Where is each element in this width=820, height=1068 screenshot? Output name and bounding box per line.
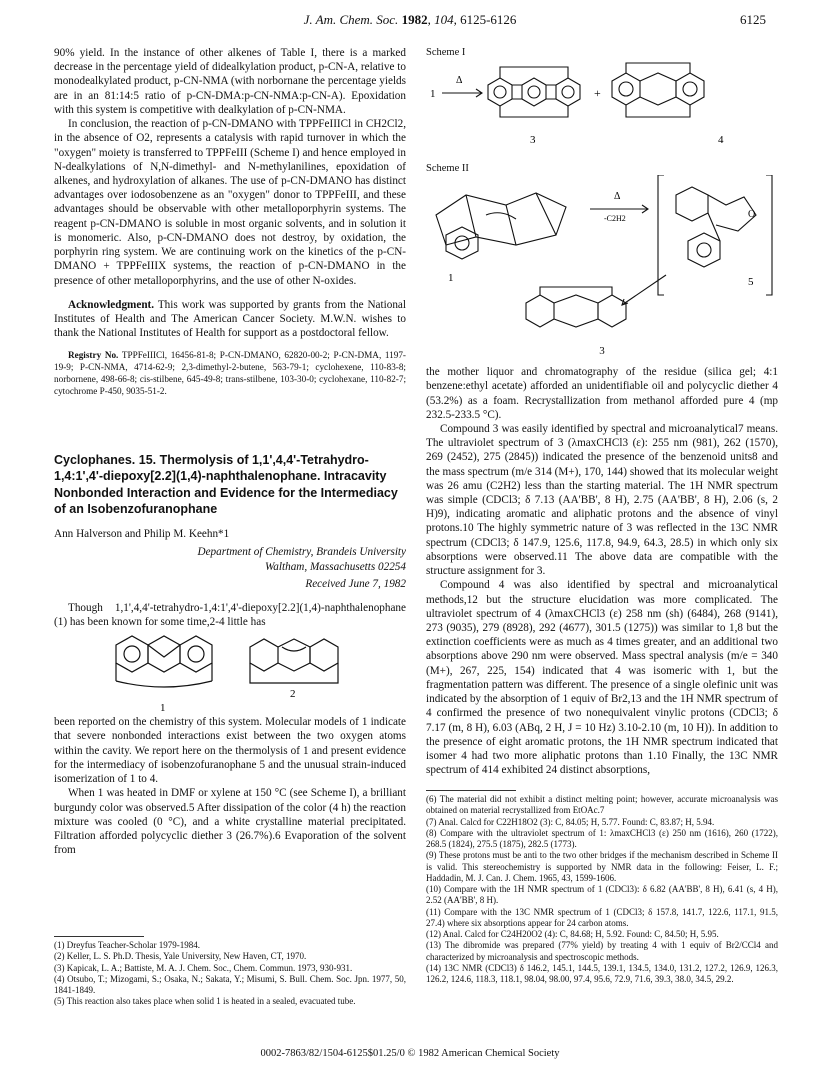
copyright-line: 0002-7863/82/1504-6125$01.25/0 © 1982 American Chemical Society	[260, 1048, 560, 1059]
scheme-2-structure-3-label: 3	[599, 345, 605, 358]
scheme-2-structure-1-drawing	[436, 193, 566, 259]
footnote: (5) This reaction also takes place when solid 1 is heated in a sealed, evacuated tube.	[54, 996, 356, 1007]
scheme-1-diagram	[426, 59, 778, 151]
journal-volume: 104	[434, 12, 454, 27]
received-date: Received June 7, 1982	[305, 577, 406, 590]
structure-4-drawing	[612, 63, 704, 117]
registry-label: Registry No.	[68, 350, 119, 361]
footnote: (4) Otsubo, T.; Mizogami, S.; Osaka, N.; Sakata, Y.; Misumi, S. Bull. Chem. Soc. Jpn. 1977, 50, 1841-1849.	[54, 973, 406, 995]
registry-numbers	[54, 350, 406, 398]
scheme-1-product-4-label: 4	[718, 134, 724, 147]
scheme-1-reactant-label: 1	[430, 88, 436, 101]
structure-1-label: 1	[160, 702, 166, 715]
footnote: (6) The material did not exhibit a distinct melting point; however, accurate microanalysis was obtained on material recrystallized from EtOAc.7	[426, 794, 778, 816]
article-title: Cyclophanes. 15. Thermolysis of 1,1',4,4'-Tetrahydro-1,4:1',4'-diepoxy[2.2](1,4)-naphthalenophane. Intracavity Nonbonded Interaction and Evidence for the Intermediacy of an Isobenzofuranophane	[54, 453, 398, 516]
left-footnotes	[54, 936, 406, 1008]
scheme-1-product-3-label: 3	[530, 134, 536, 147]
footnote: (12) Anal. Calcd for C24H20O2 (4): C, 84.68; H, 5.92. Found: C, 84.50; H, 5.95.	[426, 929, 719, 939]
structure-diagram	[54, 633, 406, 715]
scheme-2-structure-1-label: 1	[448, 271, 454, 284]
journal-year: 1982	[401, 12, 428, 27]
affiliation-line-1: Department of Chemistry, Brandeis University	[197, 546, 406, 559]
paragraph-6: Compound 3 was easily identified by spectral and microanalytical7 means. The ultraviolet spectrum of 3 (λmaxCHCl3 (ε): 255 nm (981), 262 (1570), 269 (2452), 275 (2845)) indicated the presence of the benzenoid units8 and the mass spectrum (m/e 314 (M+), 170, 144) showed that its molecular weight was 26 amu (C2H2) less than the starting material. The 1H NMR spectrum was simple (CDCl3; δ 7.13 (AA'BB', 8 H), 2.75 (AA'BB', 8 H), 2.06 (s, 2 H)9), indicating aromatic and aliphatic protons and the absence of vinyl protons.10 The highly symmetric nature of 3 was reflected in the 13C NMR spectrum (CDCl3; δ 147.9, 125.6, 117.8, 94.9, 64.3, 28.5) in which only six absorptions were observed.11 The above data are compatible with the structure assignment for 3.	[426, 422, 778, 578]
left-column	[54, 46, 406, 857]
scheme-1-arrow	[442, 89, 482, 97]
footnote: (2) Keller, L. S. Ph.D. Thesis, Yale University, New Haven, CT, 1970.	[54, 951, 307, 962]
ack-label: Acknowledgment.	[68, 298, 155, 311]
plus-sign: +	[594, 86, 601, 101]
scheme-2-structure-3-drawing	[526, 287, 626, 327]
footnote: (3) Kapicak, L. A.; Battiste, M. A. J. Chem. Soc., Chem. Commun. 1973, 930-931.	[54, 962, 353, 973]
paragraph-2: In conclusion, the reaction of p-CN-DMANO with TPPFeIIICl in CH2Cl2, in the absence of O2, represents a catalysis with rapid turnover in which the "oxygen" moiety is transferred to TPPFeIII (Scheme I) and hence employed in N-dealkylations of N,N-dimethyl- and N-methylanilines, epoxidation of alkenes, and hydroxylation of alkanes. The use of p-CN-DMANO has distinct advantages over iodosobenzene as an "oxygen" donor to TPPFeIII, and these advantages should be observable with other metalloporphyrin systems. The reagent p-CN-DMANO is soluble in most organic solvents, and in solution it is monomeric. Also, p-CN-DMANO does not destroy, by oxidation, the porphyrin ring system. We are continuing work on the kinetics of the p-CN-DMANO + TPPFeIIIX systems, the reaction of p-CN-DMANO in the presence of other metalloporphyrins, and the use of other N-oxides.	[54, 118, 406, 287]
footnote: (13) The dibromide was prepared (77% yield) by treating 4 with 1 equiv of Br2/CCl4 and characterized by microanalysis and spectroscopic methods.	[426, 940, 778, 962]
affiliation	[54, 545, 406, 574]
structure-3-drawing	[488, 67, 580, 117]
footnote: (8) Compare with the ultraviolet spectrum of 1: λmaxCHCl3 (ε) 250 nm (1616), 260 (1722), 268.5 (1824), 275.5 (1875), 282.5 (1773).	[426, 827, 778, 849]
footnote: (11) Compare with the 13C NMR spectrum of 1 (CDCl3; δ 157.8, 141.7, 122.6, 117.1, 91.5, 27.4) where six absorptions appear for 24 carbon atoms.	[426, 906, 778, 928]
page-number: 6125	[740, 12, 766, 27]
paragraph-3: been reported on the chemistry of this system. Molecular models of 1 indicate that severe nonbonded interactions exist between the two oxygen atoms within the cavity. We report here on the thermolysis of 1 and present evidence for the intermediacy of isobenzofuranophane 5 and the unusual strain-induced isomerization of 1 to 4.	[54, 716, 406, 786]
right-column	[426, 46, 778, 777]
scheme-2-structure-5-label: 5	[748, 275, 754, 288]
intro-paragraph: Though 1,1',4,4'-tetrahydro-1,4:1',4'-diepoxy[2.2](1,4)-naphthalenophane (1) has been known for some time,2-4 little has	[54, 601, 406, 628]
structure-2-label: 2	[290, 688, 296, 701]
structure-1-drawing	[116, 636, 212, 687]
paragraph-7: Compound 4 was also identified by spectral and microanalytical methods,12 but the structure elucidation was more complicated. The ultraviolet spectrum of 4 (λmaxCHCl3 (ε) 258 nm (sh) (6484), 268 (9141), 273 (9035), 279 (8928), 292 (4677), 301.5 (1275)) was similar to 1,8 but the extinction coefficients were as much as 4 times greater, and an additional two absorptions above 290 nm were observed. Mass spectral analysis (m/e = 340 (M+), 267, 225, 154) indicated that 4 was isomeric with 1, but the fragmentation pattern was different. The presence of a single olefinic unit was indicated by the absorption of 1 equiv of Br2,13 and the 1H NMR spectrum of 4 confirmed the presence of two nonequivalent vinylic protons (CDCl3; δ 7.17 (m, 8 H), 6.03 (ABq, 2 H, J = 10 Hz) 3.10-2.10 (m, 10 H)). In addition to the presence of eight aromatic protons, the 1H NMR spectrum indicated that isomer 4 had two more aliphatic protons than 1.10 Finally, the 13C NMR spectrum of 414 exhibited 24 distinct absorptions,	[426, 579, 778, 777]
paragraph-1: 90% yield. In the instance of other alkenes of Table I, there is a marked decrease in the percentage yield of didealkylation product, p-CN-A, relative to monodealkylated product, p-CN-NMA (with norbornane the percentage yields are in an 81:14:5 ratio of p-CN-DMA:p-CN-NMA:p-CN-A). Epoxidation with this system is competitive with dealkylation of p-CN-NMA.	[54, 47, 406, 116]
footnote: (1) Dreyfus Teacher-Scholar 1979-1984.	[54, 940, 200, 950]
scheme-1-title: Scheme I	[426, 47, 466, 58]
registry-text: TPPFeIIICl, 16456-81-8; P-CN-DMANO, 62820-00-2; P-CN-DMA, 1197-19-9; P-CN-NMA, 4714-62-9; 2,3-dimethyl-2-butene, 563-79-1; cyclohexene, 110-83-8; norbornene, 498-66-8; cis-stilbene, 645-49-8; trans-stilbene, 103-30-0; cyclohexane, 110-82-7; cytochrome P-450, 9035-51-2.	[54, 350, 406, 397]
structures-1-2	[54, 633, 406, 715]
paragraph-5: the mother liquor and chromatography of the residue (silica gel; 4:1 benzene:ethyl acetate) afforded an unidentifiable oil and polycyclic diether 4 (53.2%) as a foam. Recrystallization from methanol afforded pure 4 (mp 232.5-233.5 °C).	[426, 366, 778, 421]
structure-2-drawing	[250, 639, 338, 683]
journal-pages: 6125-6126	[460, 12, 517, 27]
page-header	[0, 10, 820, 30]
scheme-1-arrow-label: Δ	[456, 75, 463, 87]
footnote-rule	[426, 790, 516, 791]
running-head: J. Am. Chem. Soc. 1982, 104, 6125-6126	[303, 12, 517, 27]
authors: Ann Halverson and Philip M. Keehn*1	[54, 528, 230, 541]
scheme-2-title: Scheme II	[426, 162, 469, 174]
scheme-2-arrow-label: Δ	[614, 190, 621, 202]
journal-name: J. Am. Chem. Soc.	[303, 12, 399, 27]
oxygen-label: O	[748, 208, 756, 220]
scheme-2-arrows	[590, 205, 666, 305]
scheme-2-diagram	[426, 175, 778, 343]
paragraph-4: When 1 was heated in DMF or xylene at 150 °C (see Scheme I), a brilliant burgundy color was observed.5 After dissipation of the color (4 h) the reaction mixture was cooled (0 °C), and a white crystalline material precipitated. Filtration afforded polycyclic diether 3 (26.7%).6 Evaporation of the solvent from	[54, 787, 406, 857]
ack-text: This work was supported by grants from the National Institutes of Health and The American Cancer Society. M.W.N. wishes to thank the National Institutes of Health for support as a postdoctoral fellow.	[54, 298, 406, 340]
footnote: (9) These protons must be anti to the two other bridges if the mechanism described in Scheme II is valid. This stereochemistry is supported by NMR data in the following: Feiser, L. F.; Haddadin, M. J. Can. J. Chem. 1965, 43, 1599-1606.	[426, 850, 778, 883]
affiliation-line-2: Waltham, Massachusetts 02254	[265, 560, 406, 573]
acknowledgment	[54, 298, 406, 341]
footnote: (10) Compare with the 1H NMR spectrum of 1 (CDCl3): δ 6.82 (AA'BB', 8 H), 6.41 (s, 4 H), 2.52 (AA'BB', 8 H).	[426, 884, 778, 906]
scheme-2-arrow-sublabel: -C2H2	[604, 213, 626, 223]
footnote: (7) Anal. Calcd for C22H18O2 (3): C, 84.05; H, 5.77. Found: C, 83.87; H, 5.94.	[426, 816, 715, 827]
right-footnotes	[426, 790, 778, 985]
footnote-rule	[54, 936, 144, 937]
structure-5-drawing	[658, 175, 772, 295]
footnote: (14) 13C NMR (CDCl3) δ 146.2, 145.1, 144.5, 139.1, 134.5, 134.0, 131.2, 127.2, 126.9, 126.3, 126.2, 124.6, 118.3, 118.1, 98.04, 98.00, 97.4, 95.6, 72.9, 71.6, 39.3, 38.0, 34.5, 29.2.	[426, 962, 778, 984]
